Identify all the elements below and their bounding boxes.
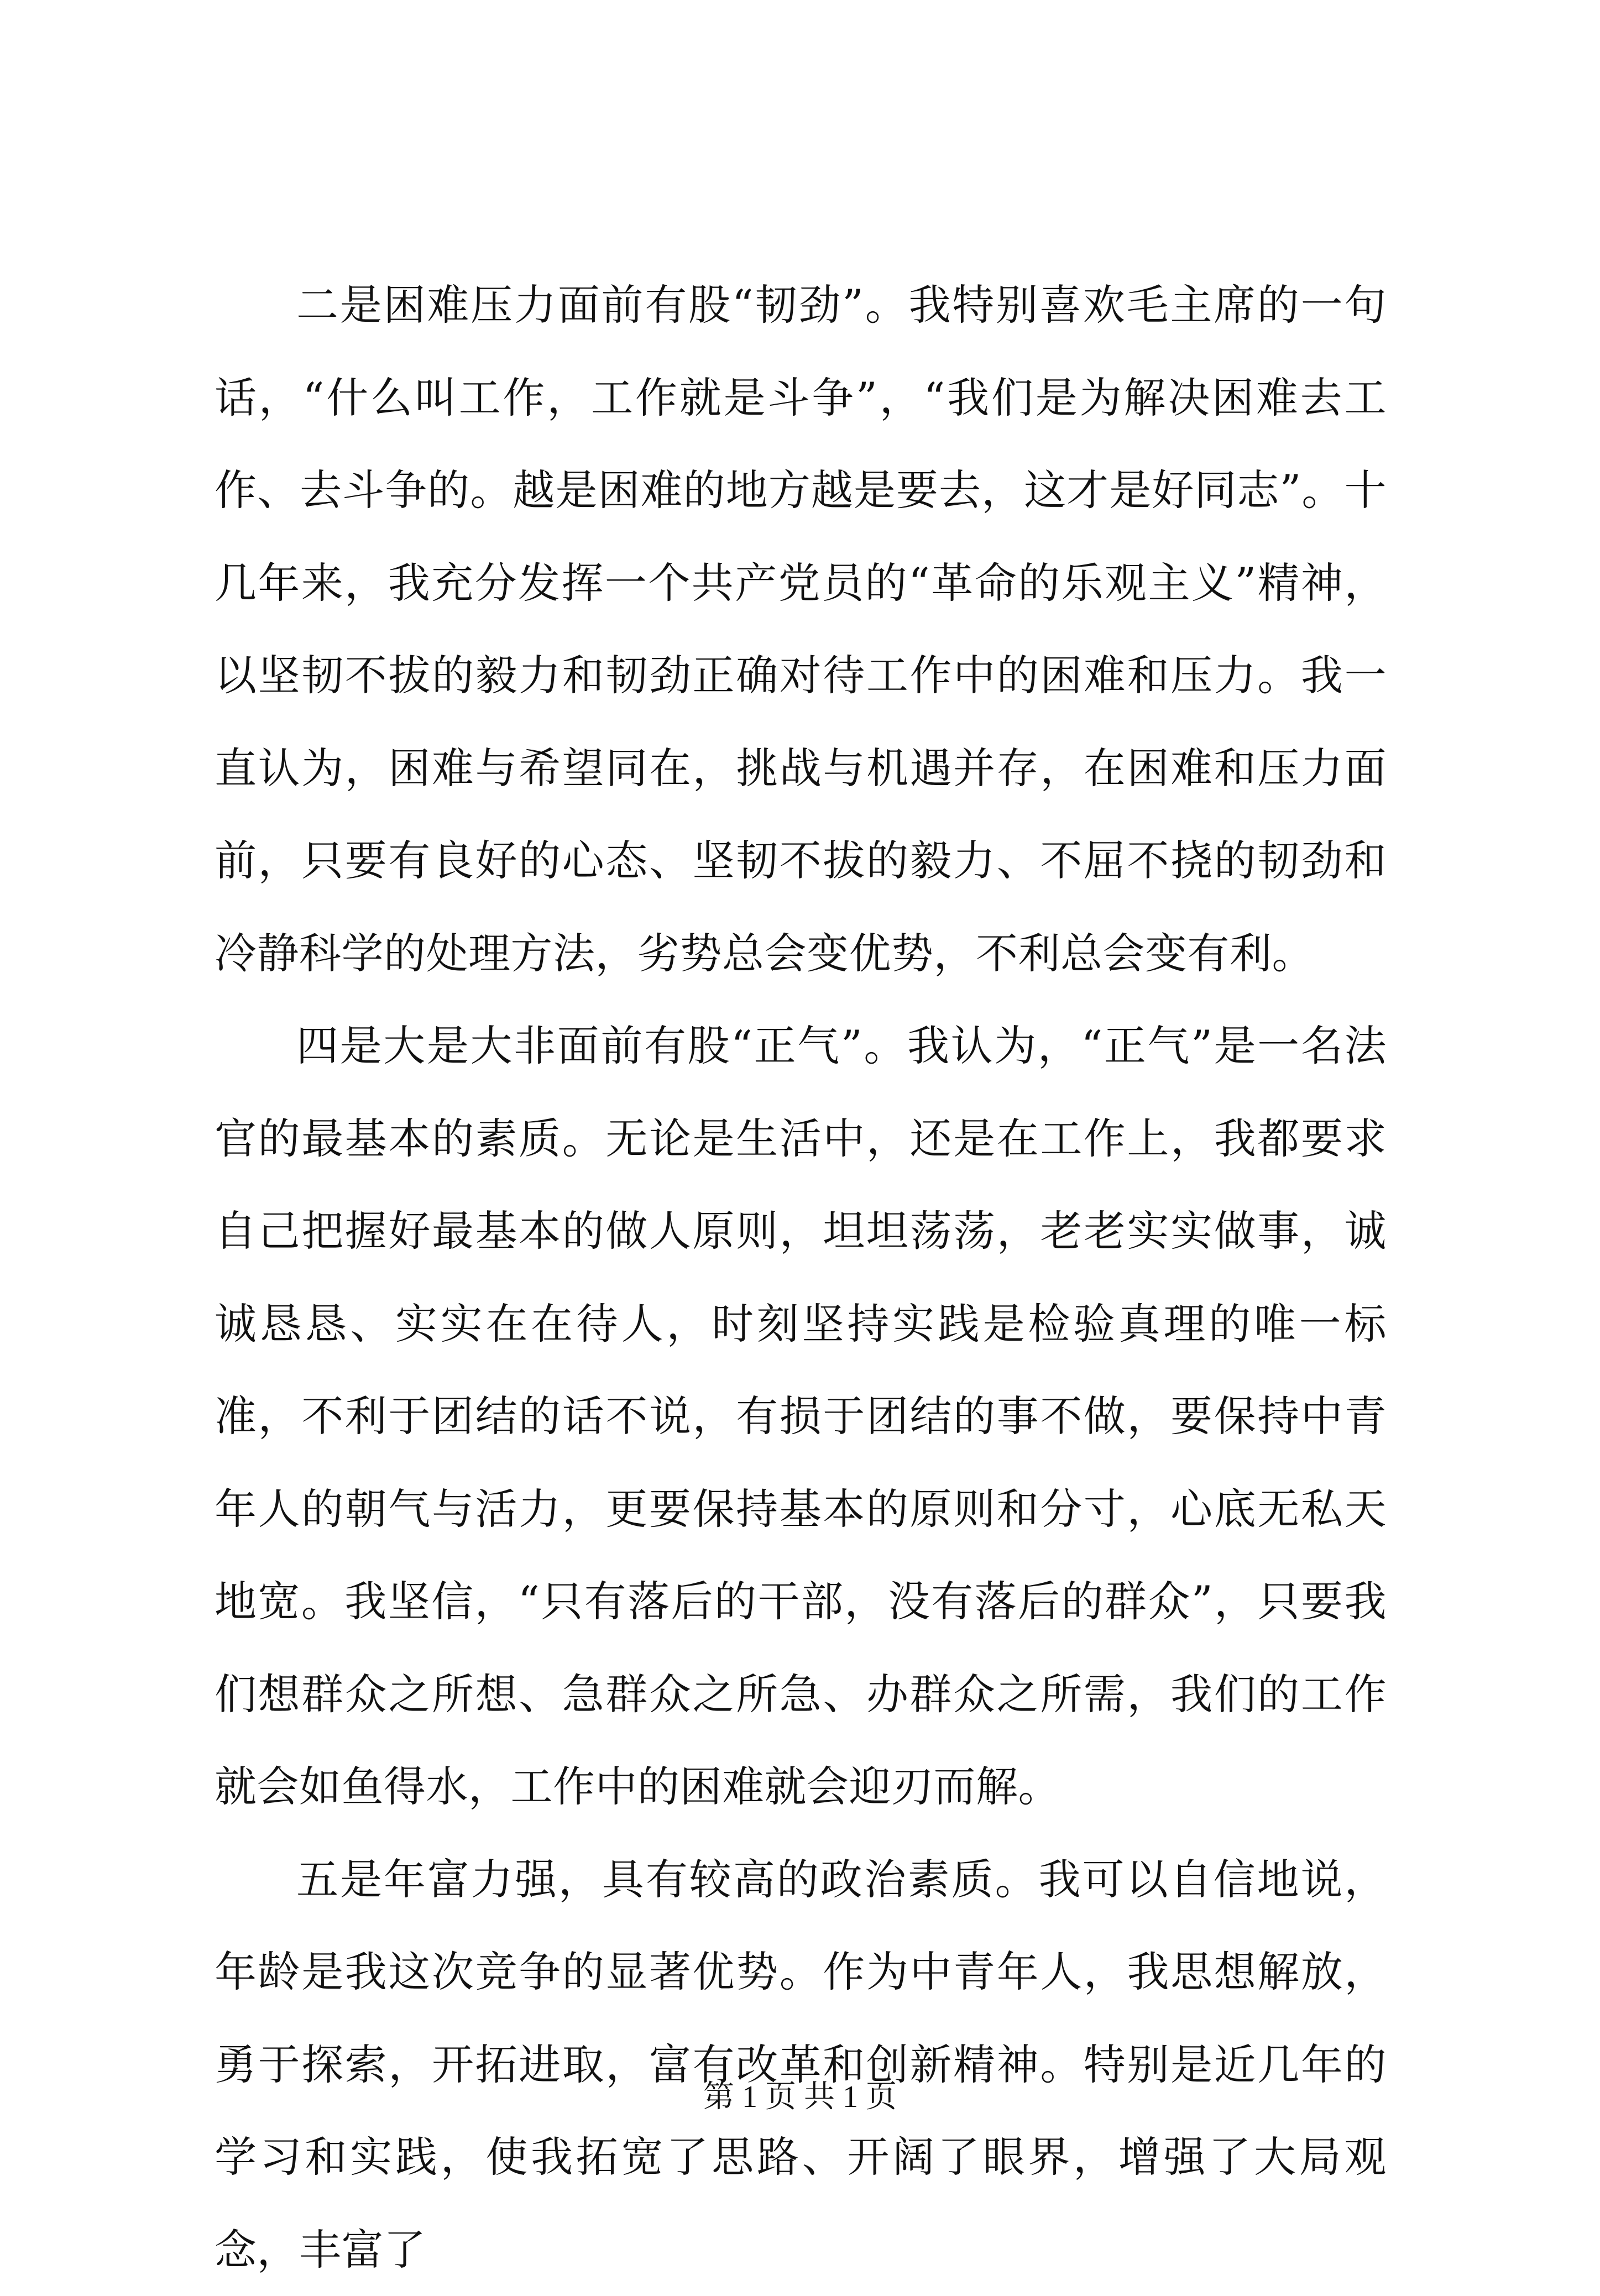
paragraph-2-toughness: 二是困难压力面前有股“韧劲”。我特别喜欢毛主席的一句话，“什么叫工作，工作就是斗争”，“我们是为解决困难去工作、去斗争的。越是困难的地方越是要去，这才是好同志”。十几年来，我充分发挥一个共产党员的“革命的乐观主义”精神，以坚韧不拔的毅力和韧劲正确对待工作中的困难和压力。我一直认为，困难与希望同在，挑战与机遇并存，在困难和压力面前，只要有良好的心态、坚韧不拔的毅力、不屈不挠的韧劲和冷静科学的处理方法，劣势总会变优势，不利总会变有利。	[215, 259, 1387, 1000]
paragraph-4-integrity: 四是大是大非面前有股“正气”。我认为，“正气”是一名法官的最基本的素质。无论是生活中，还是在工作上，我都要求自己把握好最基本的做人原则，坦坦荡荡，老老实实做事，诚诚恳恳、实实在在待人，时刻坚持实践是检验真理的唯一标准，不利于团结的话不说，有损于团结的事不做，要保持中青年人的朝气与活力，更要保持基本的原则和分寸，心底无私天地宽。我坚信，“只有落后的干部，没有落后的群众”，只要我们想群众之所想、急群众之所急、办群众之所需，我们的工作就会如鱼得水，工作中的困难就会迎刃而解。	[215, 1000, 1387, 1833]
paragraph-5-youth: 五是年富力强，具有较高的政治素质。我可以自信地说，年龄是我这次竞争的显著优势。作为中青年人，我思想解放，勇于探索，开拓进取，富有改革和创新精神。特别是近几年的学习和实践，使我拓宽了思路、开阔了眼界，增强了大局观念，丰富了	[215, 1833, 1387, 2296]
document-body	[215, 259, 1387, 2296]
page-footer: 第 1 页 共 1 页	[0, 2078, 1600, 2116]
